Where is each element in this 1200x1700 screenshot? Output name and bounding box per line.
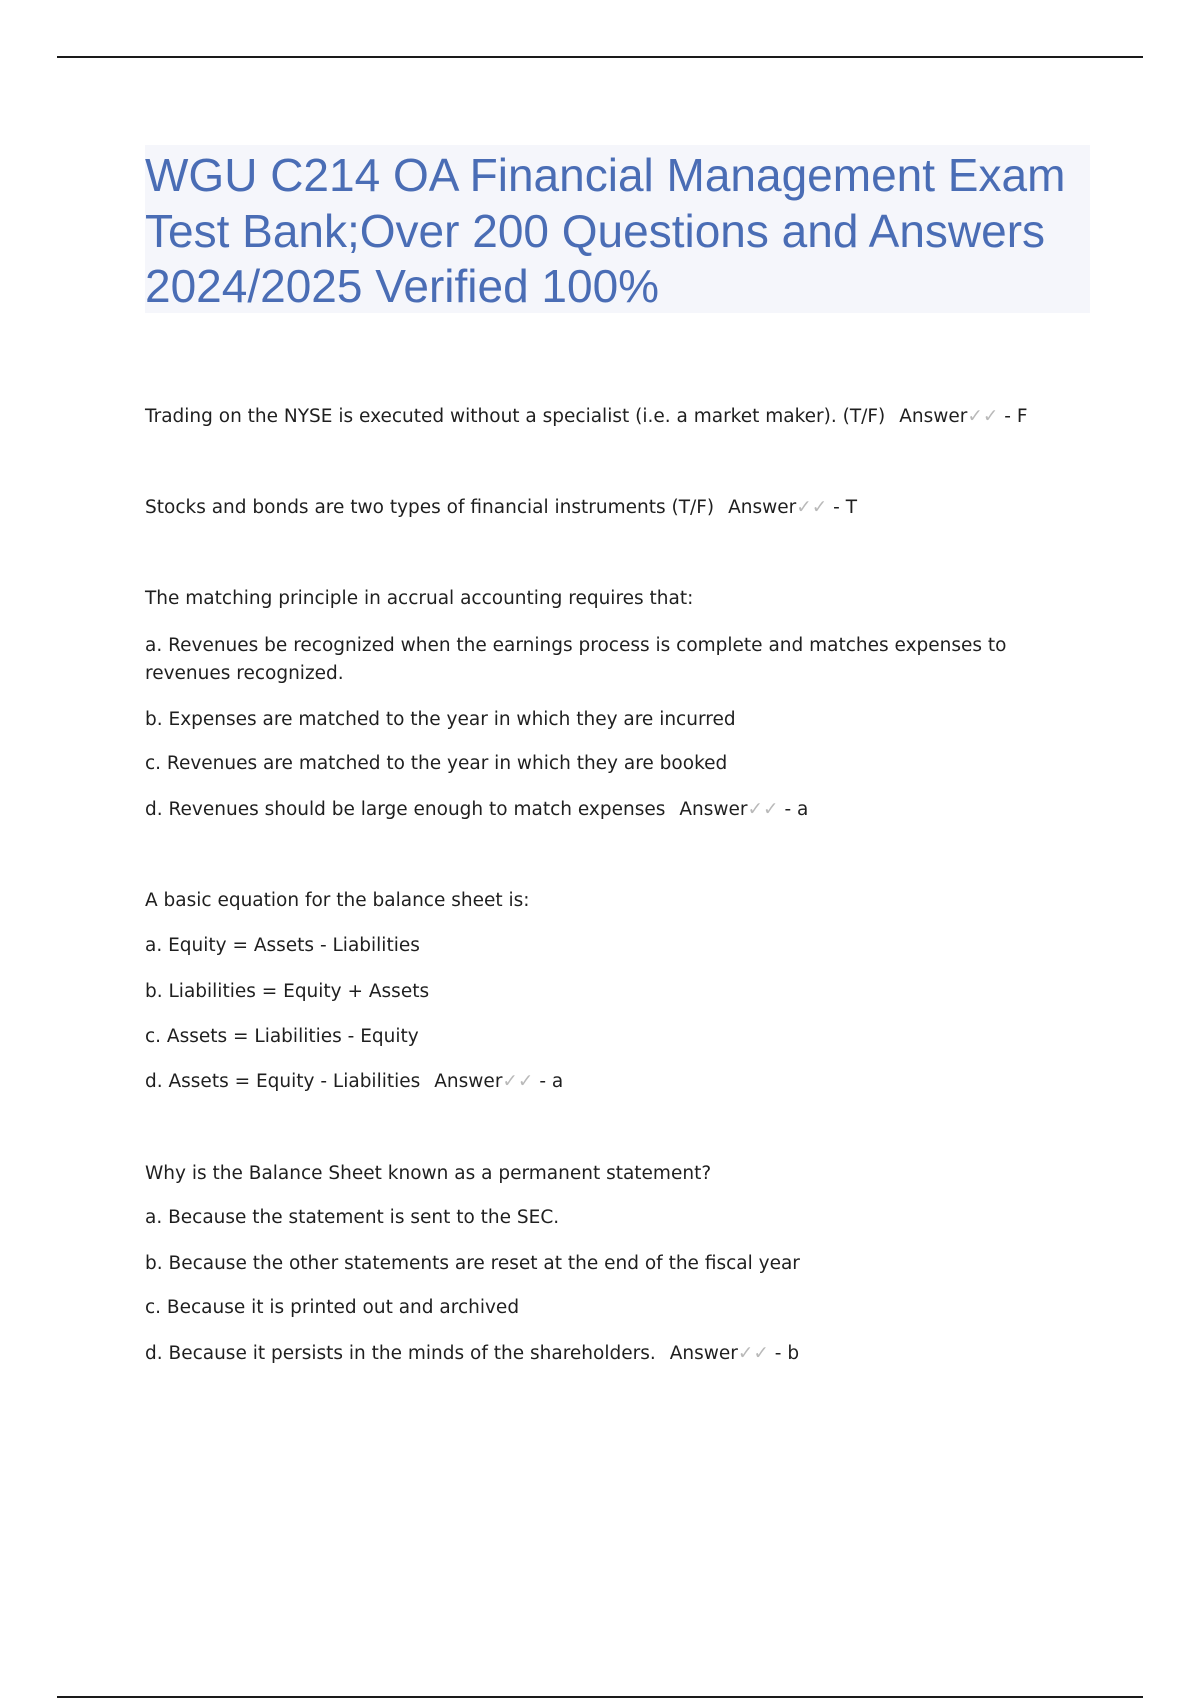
question-5-answer: - b <box>774 1343 800 1364</box>
question-4: A basic equation for the balance sheet is: <box>145 890 530 911</box>
question-5-option-d <box>145 1340 799 1368</box>
checkmark-icon: ✓✓ <box>796 497 828 518</box>
question-3-option-c: c. Revenues are matched to the year in which they are booked <box>145 753 728 774</box>
question-5-option-a: a. Because the statement is sent to the SEC. <box>145 1207 560 1228</box>
question-5: Why is the Balance Sheet known as a permanent statement? <box>145 1163 712 1184</box>
question-5-option-b: b. Because the other statements are reset at the end of the fiscal year <box>145 1253 800 1274</box>
question-5-option-d-text: d. Because it persists in the minds of the shareholders. <box>145 1343 656 1364</box>
question-1-answer: - F <box>1004 406 1028 427</box>
answer-label: Answer <box>669 1343 738 1364</box>
checkmark-icon: ✓✓ <box>737 1343 769 1364</box>
checkmark-icon: ✓✓ <box>747 799 779 820</box>
answer-label: Answer <box>434 1071 503 1092</box>
question-3-option-d-text: d. Revenues should be large enough to match expenses <box>145 799 666 820</box>
question-4-answer: - a <box>539 1071 564 1092</box>
question-1 <box>145 403 1028 431</box>
question-4-option-b: b. Liabilities = Equity + Assets <box>145 981 430 1002</box>
answer-label: Answer <box>728 497 797 518</box>
question-1-text: Trading on the NYSE is executed without a specialist (i.e. a market maker). (T/F) <box>145 406 886 427</box>
answer-label: Answer <box>679 799 748 820</box>
question-3: The matching principle in accrual accounting requires that: <box>145 588 694 609</box>
question-4-option-c: c. Assets = Liabilities - Equity <box>145 1026 419 1047</box>
checkmark-icon: ✓✓ <box>967 406 999 427</box>
question-2 <box>145 494 857 522</box>
question-3-answer: - a <box>784 799 809 820</box>
top-rule <box>57 56 1143 58</box>
question-3-option-b: b. Expenses are matched to the year in which they are incurred <box>145 709 736 730</box>
question-3-option-d <box>145 796 808 824</box>
question-4-option-a: a. Equity = Assets - Liabilities <box>145 935 420 956</box>
question-2-answer: - T <box>833 497 858 518</box>
question-2-text: Stocks and bonds are two types of financial instruments (T/F) <box>145 497 715 518</box>
checkmark-icon: ✓✓ <box>502 1071 534 1092</box>
bottom-rule <box>57 1696 1143 1698</box>
question-3-option-a: a. Revenues be recognized when the earnings process is complete and matches expenses to revenues recognized. <box>145 635 1007 684</box>
question-4-option-d-text: d. Assets = Equity - Liabilities <box>145 1071 421 1092</box>
document-title: WGU C214 OA Financial Management Exam Test Bank;Over 200 Questions and Answers 2024/2025 Verified 100% <box>145 149 1066 312</box>
answer-label: Answer <box>899 406 968 427</box>
question-5-option-c: c. Because it is printed out and archived <box>145 1297 520 1318</box>
question-4-option-d <box>145 1068 563 1096</box>
